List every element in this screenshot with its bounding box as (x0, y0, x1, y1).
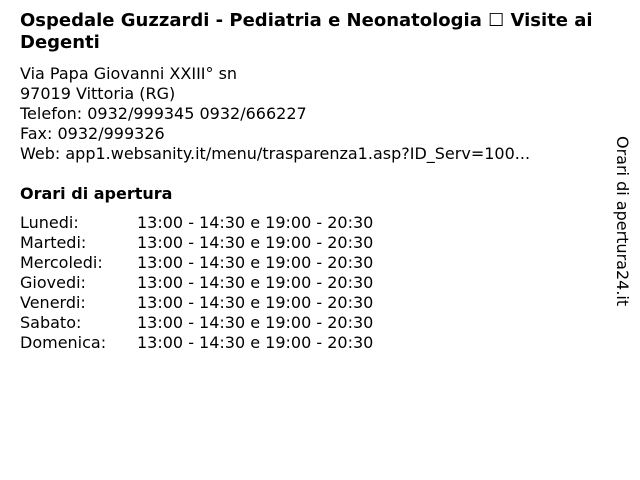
side-brand-watermark: Orari di apertura24.it (613, 136, 632, 307)
fax-number: Fax: 0932/999326 (20, 124, 165, 143)
address-block (20, 64, 530, 164)
day-label: Sabato: (20, 313, 82, 332)
day-label: Mercoledi: (20, 253, 103, 272)
hours-row-thursday (20, 273, 373, 293)
time-range: 13:00 - 14:30 e 19:00 - 20:30 (137, 333, 374, 352)
day-label: Lunedi: (20, 213, 79, 232)
time-range: 13:00 - 14:30 e 19:00 - 20:30 (137, 313, 374, 332)
page-title: Ospedale Guzzardi - Pediatria e Neonatologia ☐ Visite ai Degenti (20, 10, 593, 53)
day-label: Venerdi: (20, 293, 86, 312)
day-label: Giovedi: (20, 273, 86, 292)
time-range: 13:00 - 14:30 e 19:00 - 20:30 (137, 253, 374, 272)
time-range: 13:00 - 14:30 e 19:00 - 20:30 (137, 213, 374, 232)
hours-row-wednesday (20, 253, 373, 273)
city-address: 97019 Vittoria (RG) (20, 84, 176, 103)
hours-row-tuesday (20, 233, 373, 253)
opening-hours-heading: Orari di apertura (20, 184, 173, 203)
website-link[interactable]: Web: app1.websanity.it/menu/trasparenza1.asp?ID_Serv=100... (20, 144, 531, 163)
day-label: Martedi: (20, 233, 87, 252)
hours-row-saturday (20, 313, 373, 333)
hours-row-sunday (20, 333, 373, 353)
time-range: 13:00 - 14:30 e 19:00 - 20:30 (137, 273, 374, 292)
time-range: 13:00 - 14:30 e 19:00 - 20:30 (137, 233, 374, 252)
hours-row-friday (20, 293, 373, 313)
opening-hours-table (20, 213, 373, 353)
phone-numbers: Telefon: 0932/999345 0932/666227 (20, 104, 307, 123)
street-address: Via Papa Giovanni XXIII° sn (20, 64, 238, 83)
hours-row-monday (20, 213, 373, 233)
time-range: 13:00 - 14:30 e 19:00 - 20:30 (137, 293, 374, 312)
day-label: Domenica: (20, 333, 107, 352)
